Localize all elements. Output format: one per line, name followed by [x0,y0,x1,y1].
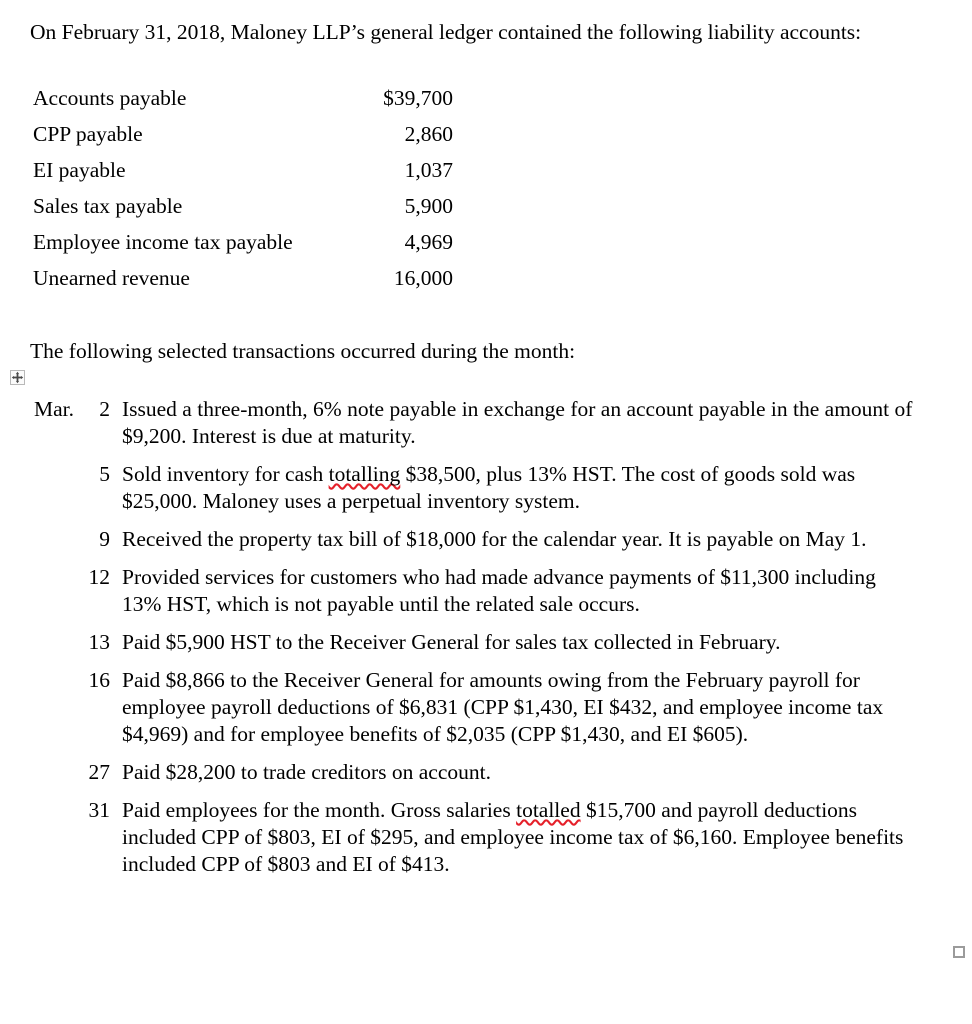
ledger-row [33,188,453,224]
ledger-account-amount: 2,860 [404,121,453,146]
transaction-day: 5 [99,462,110,486]
transaction-text: Received the property tax bill of $18,000 for the calendar year. It is payable on May 1. [122,527,867,551]
ledger-account-amount: $39,700 [383,85,453,110]
misspelled-word[interactable]: totalled [516,798,581,822]
transaction-row [0,526,972,553]
transaction-text-continued: $15,700 and payroll deductions included CPP of $803, EI of $295, and employee income tax of $6,160. Employee benefits included CPP of $803 and EI of $413. [122,798,904,876]
ledger-account-amount: 5,900 [404,193,453,218]
transaction-day: 12 [88,565,110,589]
table-resize-handle[interactable] [953,946,965,958]
ledger-account-amount: 1,037 [404,157,453,182]
transaction-description [122,759,917,786]
transaction-row [0,797,972,878]
transaction-description [122,461,917,515]
transaction-day: 2 [99,397,110,421]
move-cross-icon [11,371,24,384]
transaction-text: Paid $8,866 to the Receiver General for amounts owing from the February payroll for employee payroll deductions of $6,831 (CPP $1,430, EI $432, and employee income tax $4,969) and for employee benefits of $2,035 (CPP $1,430, and EI $605). [122,668,884,746]
transaction-row [0,629,972,656]
transaction-row [0,396,972,450]
transaction-description [122,797,917,878]
transaction-row [0,461,972,515]
transaction-description [122,396,917,450]
transaction-month-label: Mar. [34,397,75,421]
ledger-account-amount: 4,969 [404,229,453,254]
ledger-account-name: Accounts payable [33,85,187,110]
ledger-row [33,224,453,260]
transaction-description [122,564,917,618]
transaction-row [0,564,972,618]
transaction-text: Sold inventory for cash [122,462,329,486]
intro-paragraph: On February 31, 2018, Maloney LLP’s general ledger contained the following liability accounts: [30,20,862,44]
ledger-account-name: EI payable [33,157,126,182]
transaction-day: 13 [88,630,110,654]
ledger-row [33,80,453,116]
table-move-handle[interactable] [10,370,25,385]
transaction-day: 16 [88,668,110,692]
transaction-text: Paid $28,200 to trade creditors on account. [122,760,491,784]
transaction-description [122,629,917,656]
transaction-text: Provided services for customers who had made advance payments of $11,300 including 13% HST, which is not payable until the related sale occurs. [122,565,876,616]
transactions-list [0,396,972,889]
ledger-account-name: Sales tax payable [33,193,183,218]
ledger-row [33,260,453,296]
misspelled-word[interactable]: totalling [328,462,401,486]
ledger-account-amount: 16,000 [393,265,453,290]
transactions-lead-in: The following selected transactions occurred during the month: [30,339,576,363]
transaction-text: Paid employees for the month. Gross salaries [122,798,517,822]
transaction-day: 31 [88,798,110,822]
transaction-text: Paid $5,900 HST to the Receiver General for sales tax collected in February. [122,630,781,654]
transaction-row [0,759,972,786]
transaction-description [122,526,917,553]
ledger-row [33,116,453,152]
liability-accounts-table [33,80,453,296]
ledger-row [33,152,453,188]
transaction-description [122,667,917,748]
transaction-day: 27 [88,760,110,784]
ledger-account-name: Unearned revenue [33,265,190,290]
transaction-row [0,667,972,748]
liability-accounts-body [33,80,453,296]
ledger-account-name: CPP payable [33,121,143,146]
transaction-day: 9 [99,527,110,551]
ledger-account-name: Employee income tax payable [33,229,293,254]
transaction-text-continued: $38,500, plus 13% HST. The cost of goods sold was $25,000. Maloney uses a perpetual inventory system. [122,462,856,513]
transaction-text: Issued a three-month, 6% note payable in exchange for an account payable in the amount of $9,200. Interest is due at maturity. [122,397,913,448]
